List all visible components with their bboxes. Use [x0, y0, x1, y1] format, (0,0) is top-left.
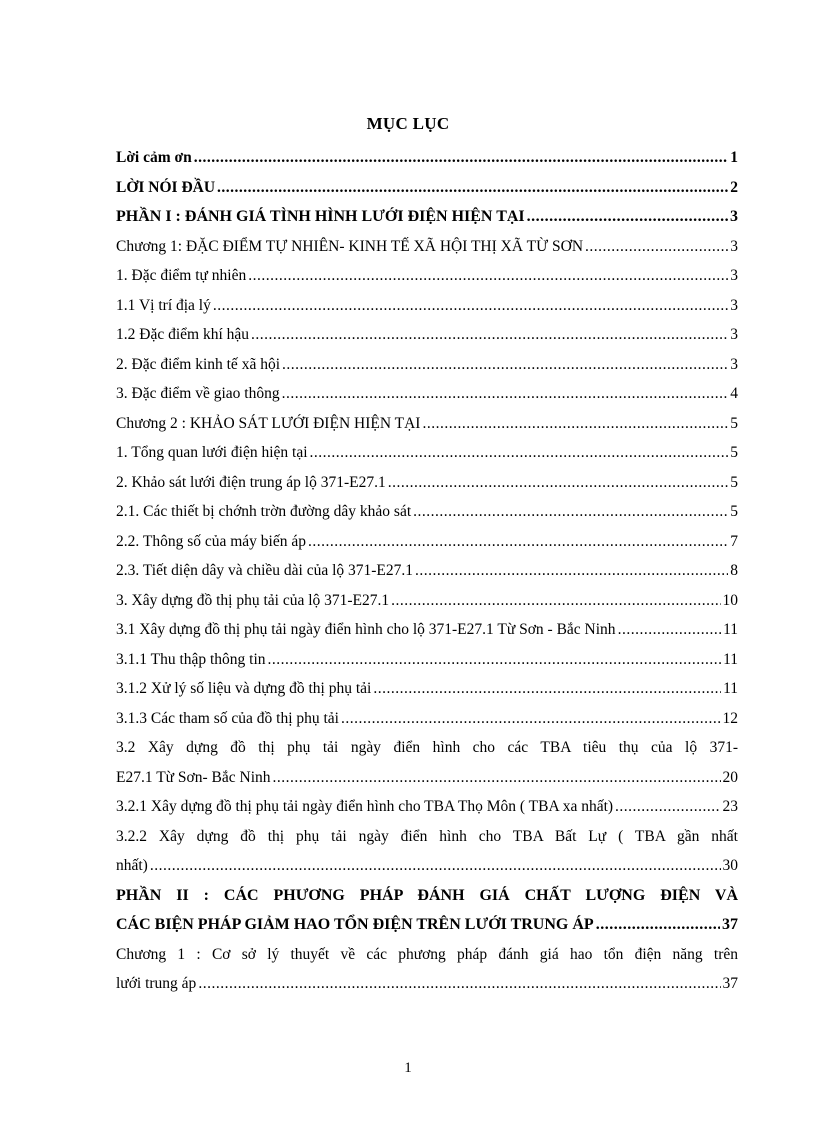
toc-entry-label: 3. Đặc điểm về giao thông: [116, 385, 280, 402]
page-number: 1: [404, 1060, 412, 1076]
toc-entry[interactable]: [116, 615, 738, 645]
toc-entry-label: 2.3. Tiết diện dây và chiều dài của lộ 371-E27.1: [116, 562, 414, 579]
dot-leader: [388, 468, 729, 498]
toc-entry-label: Chương 1: ĐẶC ĐIỂM TỰ NHIÊN- KINH TẾ XÃ HỘI THỊ XÃ TỪ SƠN: [116, 237, 584, 255]
dot-leader: [194, 143, 729, 173]
toc-entry-label: Lời cảm ơn: [116, 149, 192, 166]
toc-entry-page: 3: [730, 208, 738, 225]
toc-entry-loi-noi-dau[interactable]: [116, 173, 738, 203]
toc-entry-label: 2.1. Các thiết bị chớnh trờn đường dây khảo sát: [116, 503, 412, 520]
toc-entry-page: 4: [730, 385, 738, 402]
toc-entry[interactable]: [116, 350, 738, 380]
dot-leader: [618, 615, 722, 645]
dot-leader: [415, 556, 728, 586]
toc-entry-page: 3: [730, 355, 738, 373]
toc-entry-page: 30: [722, 857, 738, 874]
dot-leader: [217, 173, 728, 203]
toc-entry-label: 3.2.1 Xây dựng đồ thị phụ tải ngày điển hình cho TBA Thọ Môn ( TBA xa nhất): [116, 798, 614, 815]
toc-entry-page: 3: [730, 237, 738, 255]
toc-entry-label: 3.1.1 Thu thập thông tin: [116, 650, 266, 668]
toc-entry-multiline[interactable]: [116, 733, 738, 792]
toc-entry[interactable]: [116, 320, 738, 350]
dot-leader: [422, 409, 728, 439]
toc-entry-page: 23: [722, 798, 738, 815]
toc-entry-multiline[interactable]: [116, 940, 738, 999]
dot-leader: [198, 969, 720, 999]
toc-entry-phan-2[interactable]: [116, 881, 738, 940]
toc-entry-label: 3.1.3 Các tham số của đồ thị phụ tải: [116, 709, 339, 727]
toc-entry-page: 5: [730, 473, 738, 491]
toc-entry-label-line1: PHẦN II : CÁC PHƯƠNG PHÁP ĐÁNH GIÁ CHẤT LƯỢNG ĐIỆN VÀ: [116, 886, 738, 904]
dot-leader: [596, 910, 720, 940]
table-of-contents: [116, 143, 738, 999]
toc-entry[interactable]: [116, 468, 738, 498]
dot-leader: [391, 586, 720, 616]
toc-entry-page: 12: [722, 709, 738, 727]
toc-entry-page: 11: [723, 621, 738, 638]
toc-entry-label: 1.1 Vị trí địa lý: [116, 296, 211, 314]
toc-entry-label: lưới trung áp: [116, 975, 197, 992]
toc-entry-page: 37: [722, 975, 738, 992]
toc-entry-page: 11: [723, 680, 738, 697]
toc-entry-page: 3: [730, 267, 738, 284]
toc-entry-label-line1: 3.2 Xây dựng đồ thị phụ tải ngày điển hình cho các TBA tiêu thụ của lộ 371-: [116, 739, 738, 756]
toc-entry[interactable]: [116, 586, 738, 616]
dot-leader: [213, 291, 728, 321]
toc-entry[interactable]: [116, 497, 738, 527]
dot-leader: [585, 232, 728, 262]
toc-entry-label: 2.2. Thông số của máy biến áp: [116, 532, 306, 550]
toc-entry-label: 3. Xây dựng đồ thị phụ tải của lộ 371-E27.1: [116, 591, 390, 609]
toc-entry-page: 11: [723, 650, 738, 668]
toc-entry[interactable]: [116, 261, 738, 291]
toc-entry-page: 20: [722, 768, 738, 786]
page-title: MỤC LỤC: [366, 114, 450, 133]
dot-leader: [373, 674, 721, 704]
toc-entry[interactable]: [116, 645, 738, 675]
dot-leader: [248, 261, 728, 291]
dot-leader: [308, 527, 728, 557]
toc-entry-label: nhất): [116, 857, 148, 874]
toc-entry[interactable]: [116, 527, 738, 557]
toc-entry-label: E27.1 Từ Sơn- Bắc Ninh: [116, 768, 271, 786]
dot-leader: [251, 320, 728, 350]
toc-entry-page: 5: [730, 444, 738, 461]
toc-entry[interactable]: [116, 556, 738, 586]
toc-entry-label: PHẦN I : ĐÁNH GIÁ TÌNH HÌNH LƯỚI ĐIỆN HIỆN TẠI: [116, 208, 525, 225]
dot-leader: [282, 379, 729, 409]
toc-entry[interactable]: [116, 704, 738, 734]
dot-leader: [310, 438, 729, 468]
toc-entry-label: 2. Đặc điểm kinh tế xã hội: [116, 355, 280, 373]
toc-entry[interactable]: [116, 379, 738, 409]
toc-entry-label-line1: 3.2.2 Xây dựng đồ thị phụ tải ngày điển hình cho TBA Bất Lự ( TBA gần nhất: [116, 827, 738, 845]
dot-leader: [341, 704, 721, 734]
toc-entry-page: 7: [730, 532, 738, 550]
toc-entry-page: 8: [730, 562, 738, 579]
dot-leader: [273, 763, 721, 793]
dot-leader: [615, 792, 720, 822]
toc-entry-label: LỜI NÓI ĐẦU: [116, 178, 216, 196]
toc-entry-chuong-2[interactable]: [116, 409, 738, 439]
toc-entry-page: 10: [722, 591, 738, 609]
dot-leader: [150, 851, 721, 881]
toc-entry-multiline[interactable]: [116, 822, 738, 881]
toc-entry-label: 3.1.2 Xử lý số liệu và dựng đồ thị phụ tải: [116, 680, 372, 697]
dot-leader: [413, 497, 728, 527]
dot-leader: [527, 202, 728, 232]
toc-entry-page: 5: [730, 414, 738, 432]
toc-entry-page: 3: [730, 326, 738, 343]
toc-entry-phan-1[interactable]: [116, 202, 738, 232]
toc-entry-label: 1. Tổng quan lưới điện hiện tại: [116, 444, 308, 461]
toc-entry-label: CÁC BIỆN PHÁP GIẢM HAO TỔN ĐIỆN TRÊN LƯỚI TRUNG ÁP: [116, 916, 594, 933]
toc-entry-page: 1: [730, 149, 738, 166]
toc-entry[interactable]: [116, 291, 738, 321]
toc-entry-label: 1.2 Đặc điểm khí hậu: [116, 326, 250, 343]
toc-entry-label: Chương 2 : KHẢO SÁT LƯỚI ĐIỆN HIỆN TẠI: [116, 414, 421, 432]
dot-leader: [282, 350, 728, 380]
toc-entry-page: 3: [730, 296, 738, 314]
toc-entry-chuong-1[interactable]: [116, 232, 738, 262]
toc-entry-label-line1: Chương 1 : Cơ sở lý thuyết về các phương pháp đánh giá hao tổn điện năng trên: [116, 945, 738, 963]
toc-entry-page: 5: [730, 503, 738, 520]
toc-entry-label: 3.1 Xây dựng đồ thị phụ tải ngày điển hình cho lộ 371-E27.1 Từ Sơn - Bắc Ninh: [116, 621, 616, 638]
toc-entry[interactable]: [116, 674, 738, 704]
toc-entry[interactable]: [116, 792, 738, 822]
toc-entry-label: 2. Khảo sát lưới điện trung áp lộ 371-E27.1: [116, 473, 386, 491]
dot-leader: [268, 645, 722, 675]
toc-entry-loi-cam-on[interactable]: [116, 143, 738, 173]
toc-entry[interactable]: [116, 438, 738, 468]
toc-entry-label: 1. Đặc điểm tự nhiên: [116, 267, 247, 284]
toc-entry-page: 2: [730, 178, 738, 196]
toc-entry-page: 37: [722, 916, 738, 933]
